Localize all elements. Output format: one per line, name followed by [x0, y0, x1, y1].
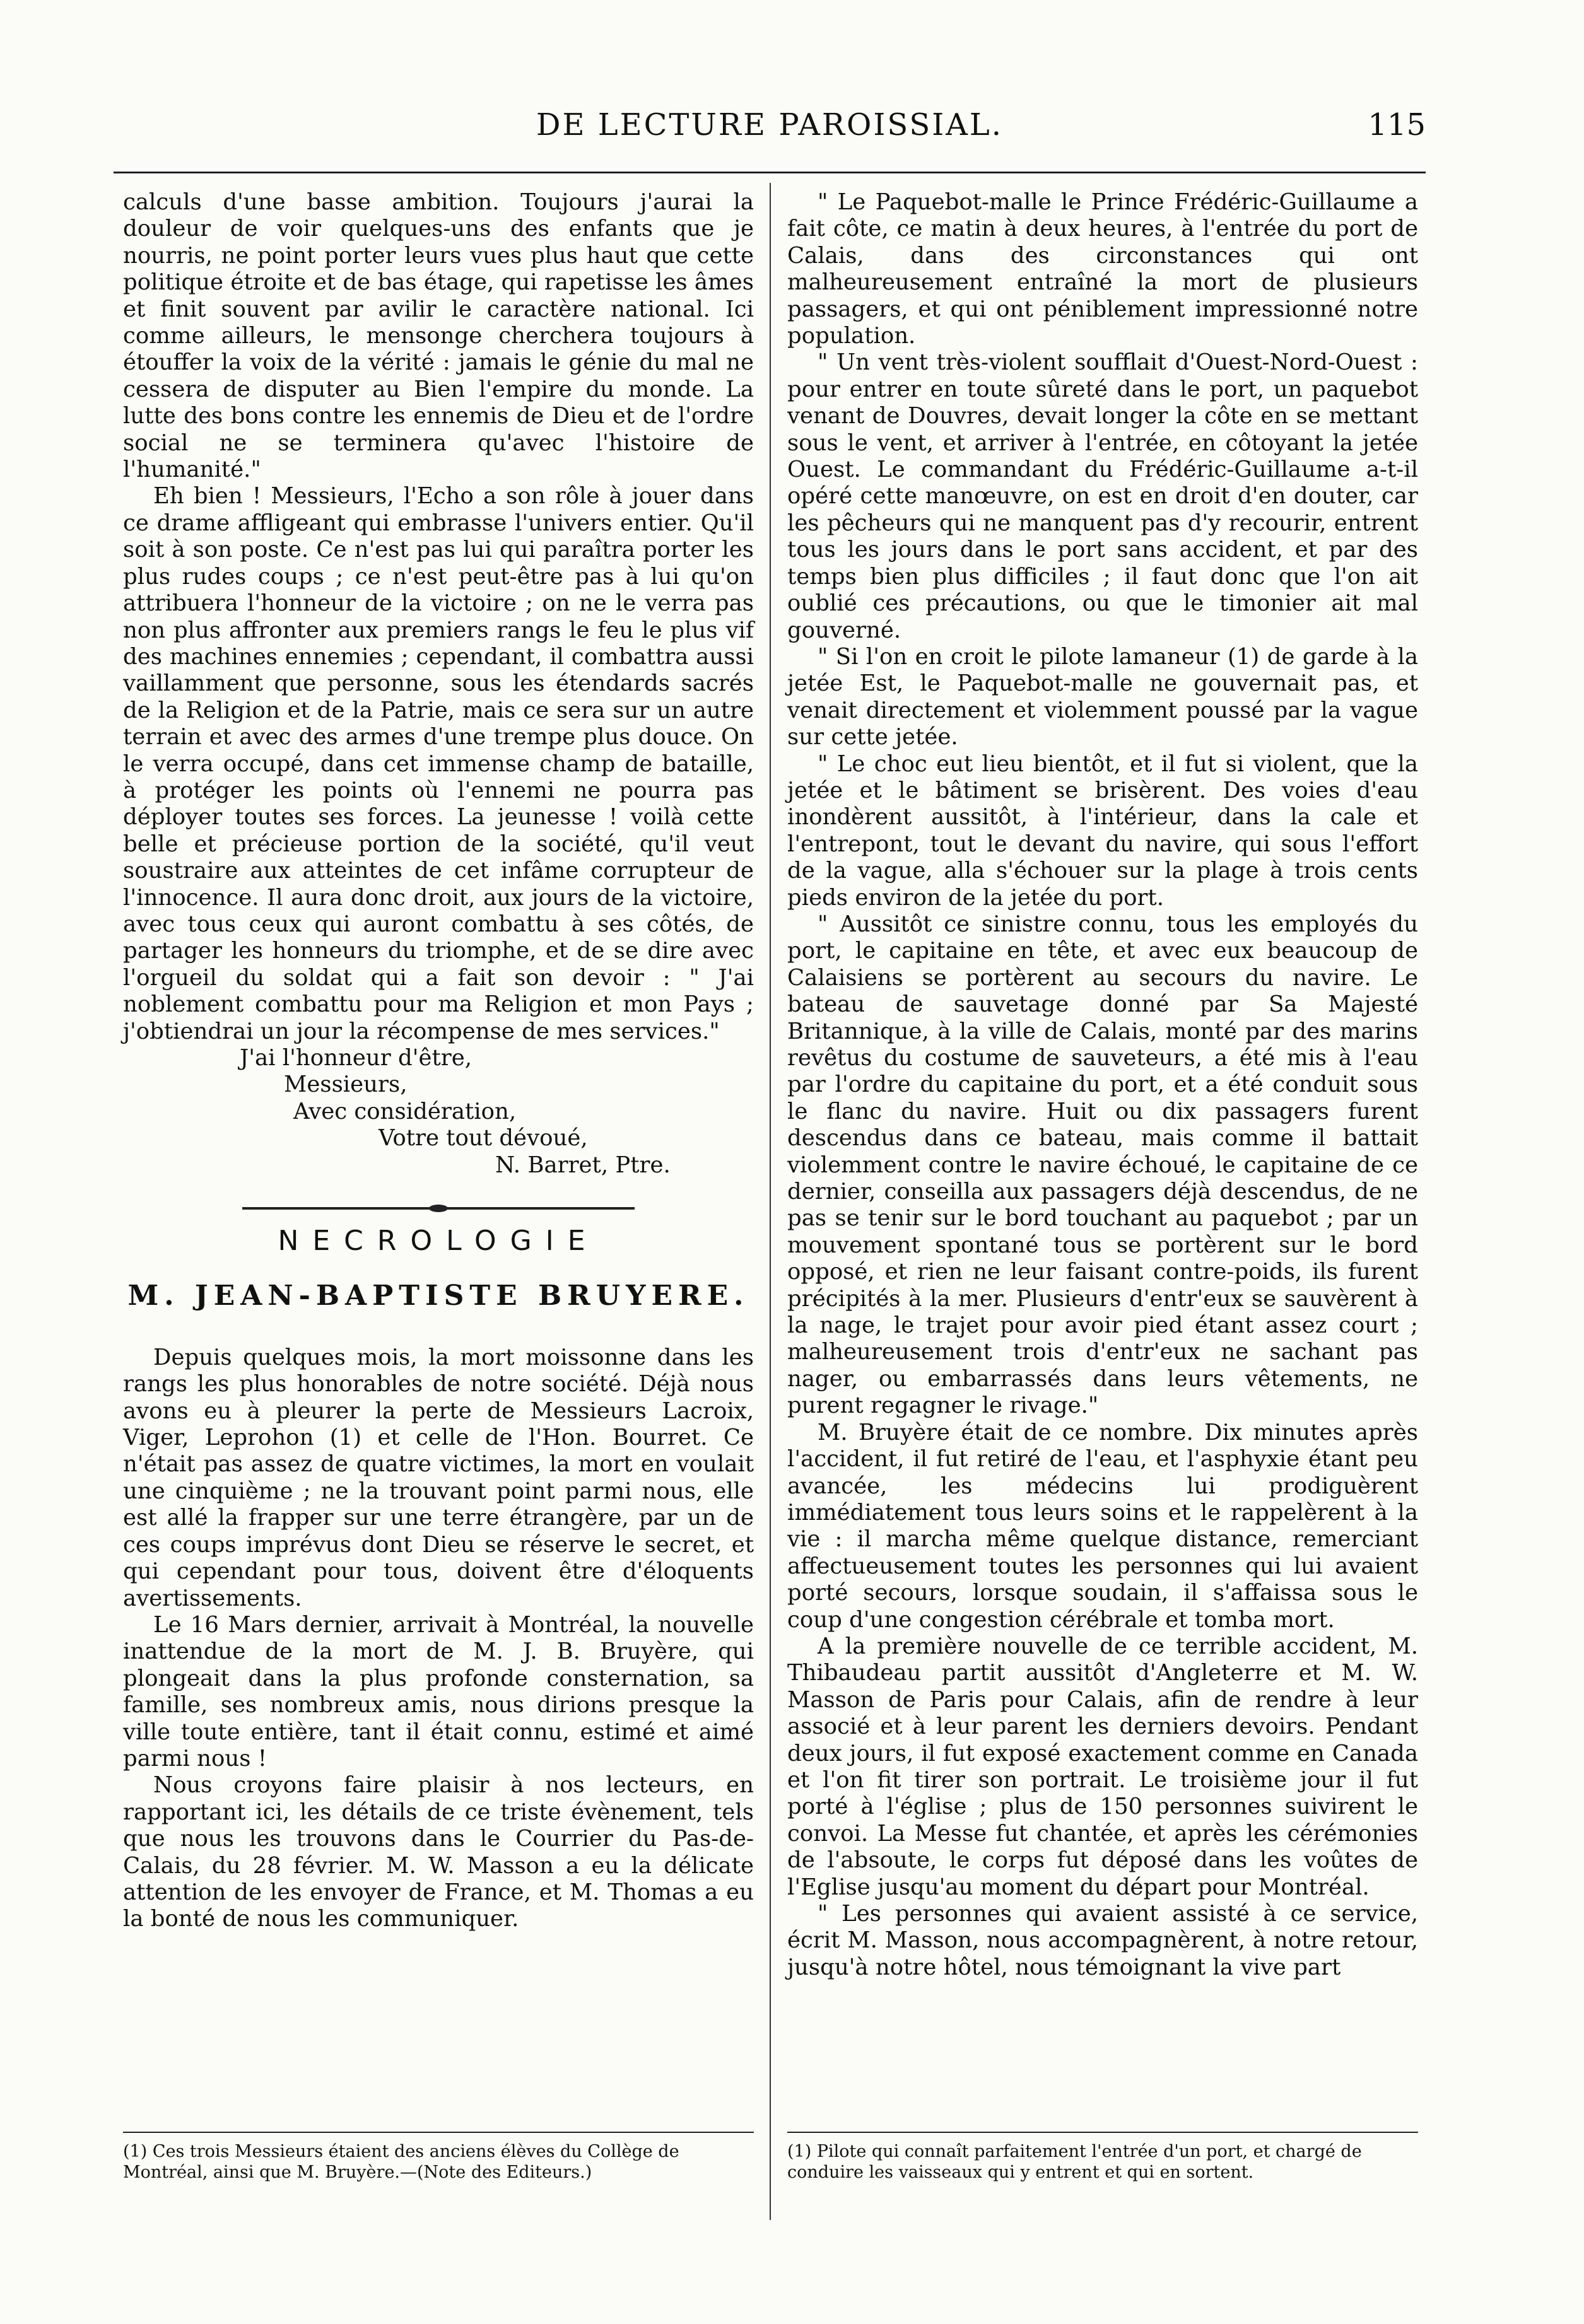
paragraph: " Les personnes qui avaient assisté à ce service, écrit M. Masson, nous accompagnèrent, à notre retour, jusqu'à notre hôtel, nous témoignant la vive part: [787, 1901, 1418, 1980]
paragraph: Depuis quelques mois, la mort moissonne dans les rangs les plus honorables de notre société. Déjà nous avons eu à pleurer la perte de Messieurs Lacroix, Viger, Leprohon (1) et celle de l'Hon. Bourret. Ce n'était pas assez de quatre victimes, la mort en voulait une cinquième ; ne la trouvant point parmi nous, elle est allé la frapper sur une terre étrangère, par un de ces coups imprévus dont Dieu se réserve le secret, et qui cependant pour tous, doivent être d'éloquents avertissements.: [123, 1344, 754, 1611]
footnote-rule-right: [787, 2132, 1418, 2133]
footnote-left: [123, 2141, 754, 2183]
column-divider: [770, 183, 771, 2220]
paragraph: M. Bruyère était de ce nombre. Dix minutes après l'accident, il fut retiré de l'eau, et l'asphyxie étant peu avancée, les médecins lui prodiguèrent immédiatement tous leurs soins et le rappelèrent à la vie : il marcha même quelque distance, remerciant affectueusement toutes les personnes qui lui avaient porté secours, lorsque soudain, il s'affaissa sous le coup d'une congestion cérébrale et tomba mort.: [787, 1419, 1418, 1633]
footnote-text: (1) Pilote qui connaît parfaitement l'entrée d'un port, et chargé de conduire les vaisseaux qui y entrent et qui en sortent.: [787, 2142, 1362, 2182]
article-title: M. JEAN-BAPTISTE BRUYERE.: [127, 1280, 749, 1312]
footnote-right: [787, 2141, 1418, 2183]
running-header: [114, 107, 1426, 158]
paragraph: " Un vent très-violent soufflait d'Ouest-Nord-Ouest : pour entrer en toute sûreté dans le port, un paquebot venant de Douvres, devait longer la côte en se mettant sous le vent, et arriver à l'entrée, en côtoyant la jetée Ouest. Le commandant du Frédéric-Guillaume a-t-il opéré cette manœuvre, on est en droit d'en douter, car les pêcheurs qui ne manquent pas d'y recourir, entrent tous les jours dans le port sans accident, et par des temps bien plus difficiles ; il faut donc que l'on ait oublié ces précautions, ou que le timonier ait mal gouverné.: [787, 349, 1418, 643]
section-heading: NECROLOGIE: [278, 1225, 599, 1258]
paragraph: " Le Paquebot-malle le Prince Frédéric-Guillaume a fait côte, ce matin à deux heures, à l'entrée du port de Calais, dans des circonstances qui ont malheureusement entraîné la mort de plusieurs passagers, et qui ont péniblement impressionné notre population.: [787, 189, 1418, 349]
page-number: 115: [1368, 107, 1426, 143]
ornament-bar: [242, 1207, 431, 1210]
header-rule: [114, 172, 1426, 173]
closing-salutation: J'ai l'honneur d'être,: [240, 1045, 472, 1071]
letter-closing: [123, 1045, 754, 1179]
paragraph: Le 16 Mars dernier, arrivait à Montréal, la nouvelle inattendue de la mort de M. J. B. Bruyère, qui plongeait dans la plus profonde consternation, sa famille, ses nombreux amis, nous dirions presque la ville toute entière, tant il était connu, estimé et aimé parmi nous !: [123, 1611, 754, 1772]
footnote-rule-left: [123, 2132, 754, 2133]
footnote-text: (1) Ces trois Messieurs étaient des anciens élèves du Collège de Montréal, ainsi que M. Bruyère.—(Note des Editeurs.): [123, 2142, 679, 2182]
paragraph: Eh bien ! Messieurs, l'Echo a son rôle à jouer dans ce drame affligeant qui embrasse l'univers entier. Qu'il soit à son poste. Ce n'est pas lui qui paraîtra porter les plus rudes coups ; ce n'est peut-être pas à lui qu'on attribuera l'honneur de la victoire ; on ne le verra pas non plus affronter aux premiers rangs le feu le plus vif des machines ennemies ; cependant, il combattra aussi vaillamment que personne, sous les étendards sacrés de la Religion et de la Patrie, mais ce sera sur un autre terrain et avec des armes d'une trempe plus douce. On le verra occupé, dans cet immense champ de bataille, à protéger les points où l'ennemi ne pourra pas déployer toutes ses forces. La jeunesse ! voilà cette belle et précieuse portion de la société, qu'il veut soustraire aux atteintes de cet infâme corrupteur de l'innocence. Il aura donc droit, aux jours de la victoire, avec tous ceux qui auront combattu à ses côtés, de partager les honneurs du triomphe, et de se dire avec l'orgueil du soldat qui a fait son devoir : " J'ai noblement combattu pour ma Religion et mon Pays ; j'obtiendrai un jour la récompense de mes services.": [123, 483, 754, 1044]
left-column: [123, 189, 754, 1933]
paragraph: " Le choc eut lieu bientôt, et il fut si violent, que la jetée et le bâtiment se brisèrent. Des voies d'eau inondèrent aussitôt, à l'intérieur, dans la cale et l'entrepont, tout le devant du navire, qui sous l'effort de la vague, alla s'échouer sur la plage à trois cents pieds environ de la jetée du port.: [787, 750, 1418, 911]
closing-messieurs: Messieurs,: [284, 1071, 408, 1098]
closing-avec: Avec considération,: [293, 1098, 517, 1124]
paragraph: " Si l'on en croit le pilote lamaneur (1) de garde à la jetée Est, le Paquebot-malle ne gouvernait pas, et venait directement et violemment poussé par la vague sur cette jetée.: [787, 643, 1418, 750]
ornament-bar: [445, 1207, 635, 1210]
ornament-divider: [123, 1194, 754, 1203]
paragraph: calculs d'une basse ambition. Toujours j'aurai la douleur de voir quelques-uns des enfants que je nourris, ne point porter leurs vues plus haut que cette politique étroite et de bas étage, qui rapetisse les âmes et finit souvent par avilir le caractère national. Ici comme ailleurs, le mensonge cherchera toujours à étouffer la voix de la vérité : jamais le génie du mal ne cessera de disputer au Bien l'empire du monde. La lutte des bons contre les ennemis de Dieu et de l'ordre social ne se terminera qu'avec l'histoire de l'humanité.": [123, 189, 754, 483]
closing-signature: N. Barret, Ptre.: [495, 1152, 671, 1178]
paragraph: Nous croyons faire plaisir à nos lecteurs, en rapportant ici, les détails de ce triste évènement, tels que nous les trouvons dans le Courrier du Pas-de-Calais, du 28 février. M. W. Masson a eu la délicate attention de les envoyer de France, et M. Thomas a eu la bonté de nous les communiquer.: [123, 1772, 754, 1932]
running-title: DE LECTURE PAROISSIAL.: [536, 107, 1003, 143]
right-column: [787, 189, 1418, 1981]
paragraph: A la première nouvelle de ce terrible accident, M. Thibaudeau partit aussitôt d'Angleterre et M. W. Masson de Paris pour Calais, afin de rendre à leur associé et à leur parent les derniers devoirs. Pendant deux jours, il fut exposé exactement comme en Canada et l'on fit tirer son portrait. Le troisième jour il fut porté à l'église ; plus de 150 personnes suivirent le convoi. La Messe fut chantée, et après les cérémonies de l'absoute, le corps fut déposé dans les voûtes de l'Eglise jusqu'au moment du départ pour Montréal.: [787, 1633, 1418, 1900]
closing-votre: Votre tout dévoué,: [378, 1125, 588, 1152]
paragraph: " Aussitôt ce sinistre connu, tous les employés du port, le capitaine en tête, et avec eux beaucoup de Calaisiens se portèrent au secours du navire. Le bateau de sauvetage donné par Sa Majesté Britannique, à la ville de Calais, monté par des marins revêtus du costume de sauveteurs, a été mis à l'eau par l'ordre du capitaine du port, et a été conduit sous le flanc du navire. Huit ou dix passagers furent descendus dans ce bateau, mais comme il battait violemment contre le navire échoué, le capitaine de ce dernier, conseilla aux passagers déjà descendus, de ne pas se tenir sur le bord touchant au paquebot ; par un mouvement spontané tous se portèrent sur le bord opposé, et rien ne leur faisant contre-poids, ils furent précipités à la mer. Plusieurs d'entr'eux se sauvèrent à la nage, le trajet pour avoir pied étant assez court ; malheureusement trois d'entr'eux ne sachant pas nager, ou embarrassés dans leurs vêtements, ne purent regagner le rivage.": [787, 911, 1418, 1419]
